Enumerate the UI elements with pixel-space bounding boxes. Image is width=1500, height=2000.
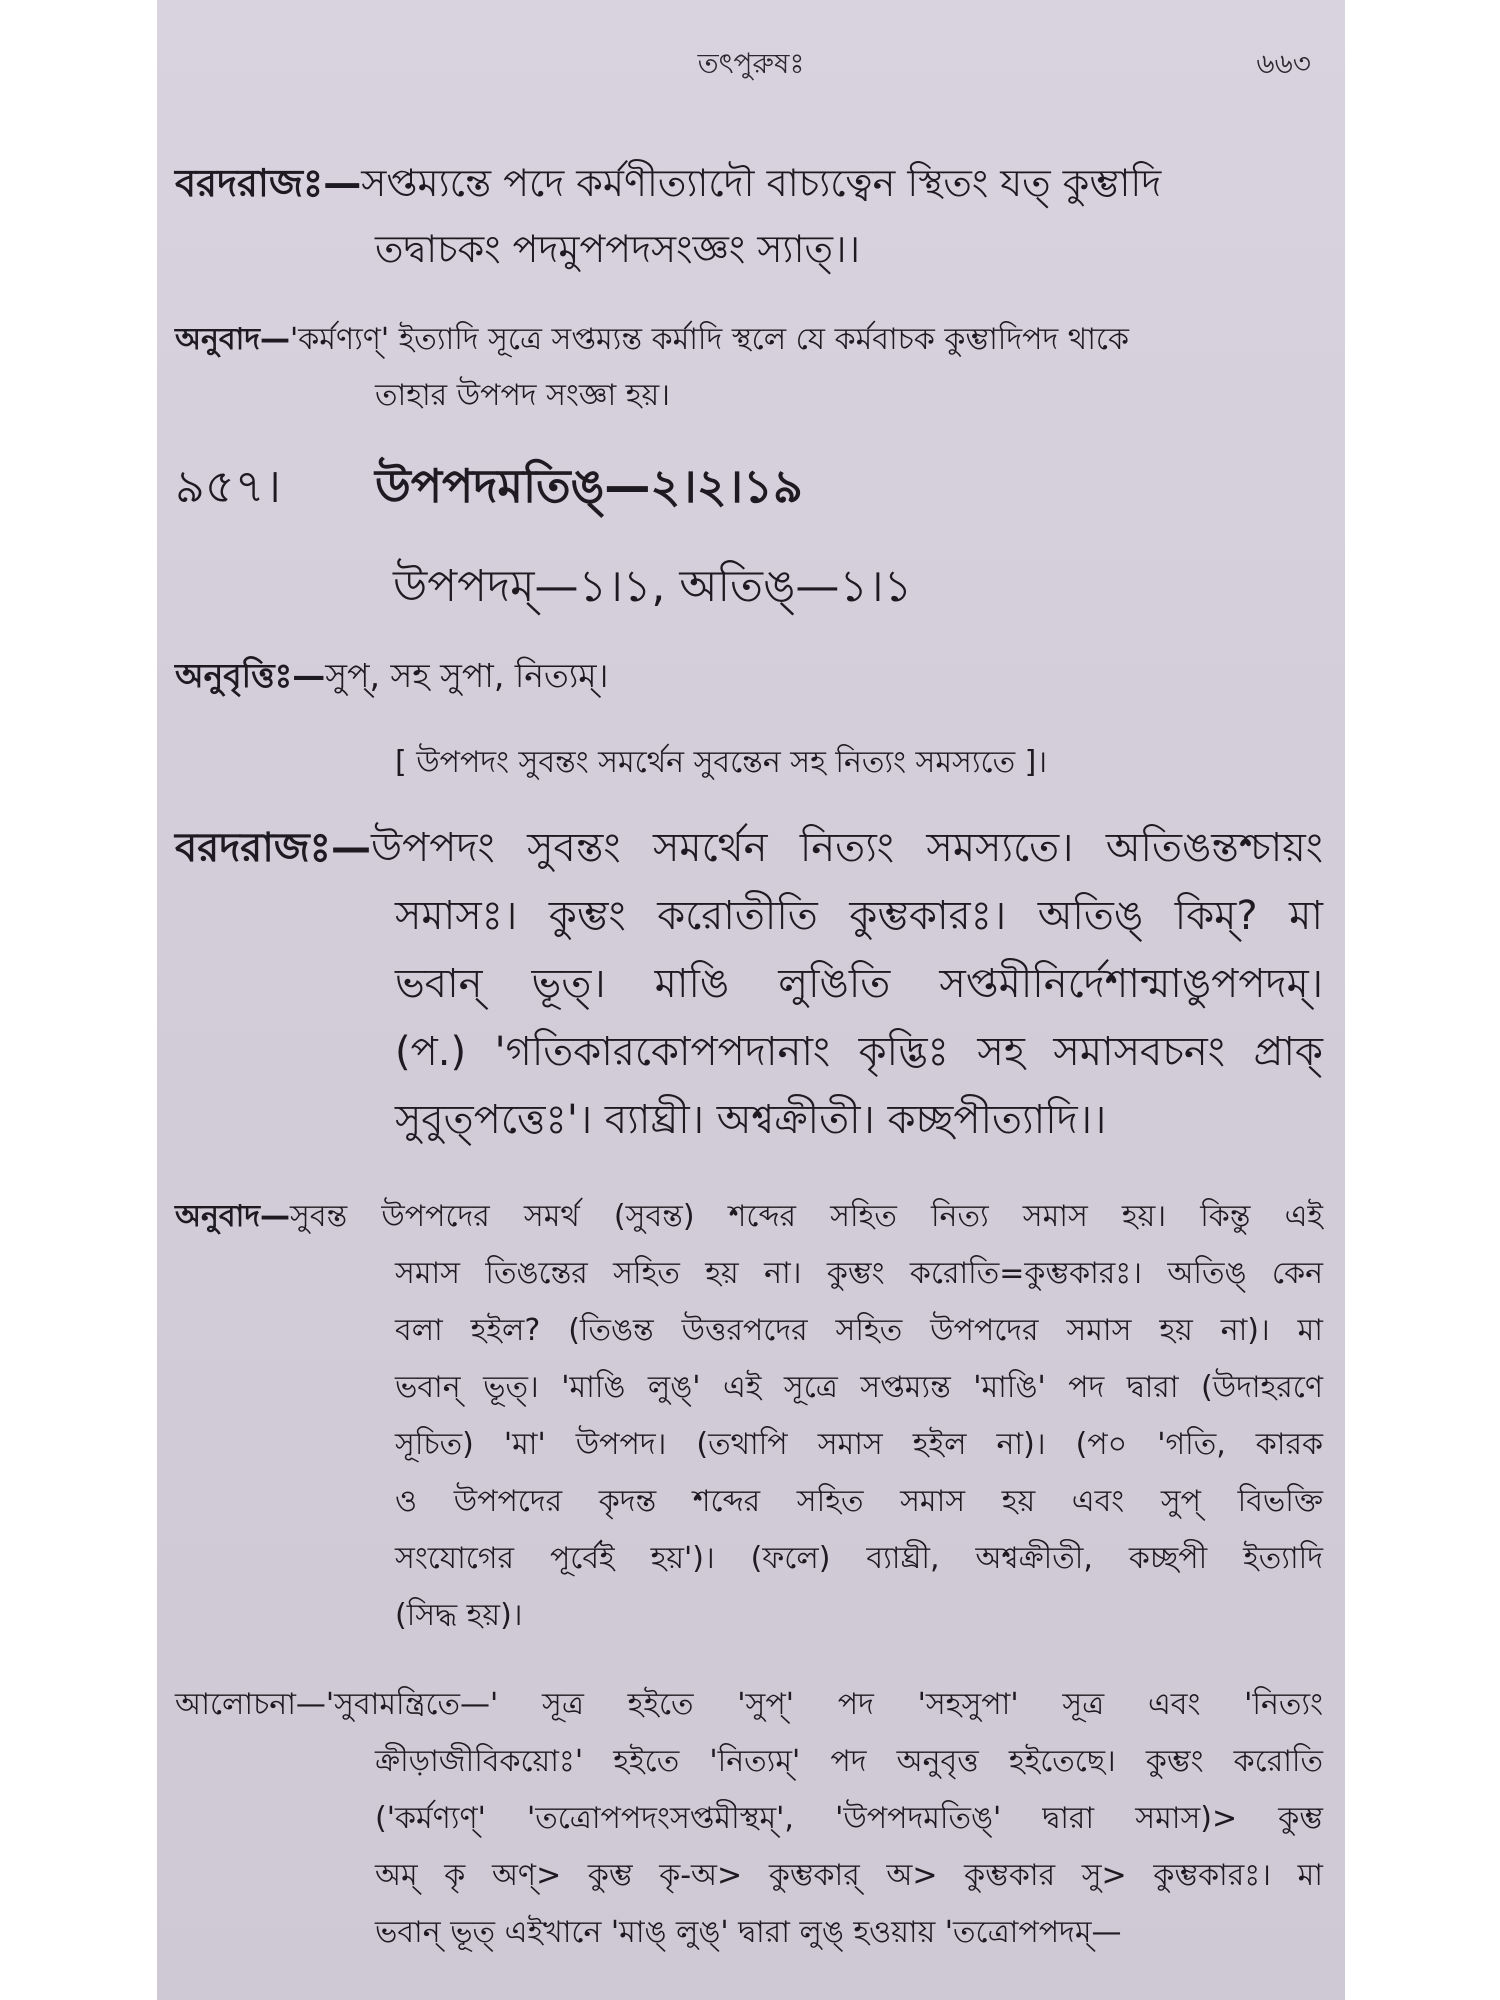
- discussion-line: 'সুবামন্ত্রিতে—' সূত্র হইতে 'সুপ্' পদ 'সহসুপা' সূত্র এবং 'নিত্যং: [325, 1687, 1323, 1722]
- discussion-label: আলোচনা—: [175, 1687, 326, 1722]
- varadaraja-label: বরদরাজঃ—: [175, 825, 371, 871]
- translation-line: ভবান্ ভূত্। 'মাঙি লুঙ্' এই সূত্রে সপ্তম্যন্ত 'মাঙি' পদ দ্বারা (উদাহরণে: [395, 1370, 1323, 1405]
- translation-1: [175, 312, 1323, 424]
- sutra-text: উপপদমতিঙ্—২।২।১৯: [375, 459, 803, 513]
- varadaraja-commentary-2: [175, 814, 1323, 1154]
- sutra-number: ৯৫৭।: [175, 459, 282, 513]
- page-number: ৬৬৩: [1256, 47, 1311, 80]
- translation-2: [175, 1188, 1323, 1644]
- anuvritti-sentence: [ উপপদং সুবন্তং সমর্থেন সুবন্তেন সহ নিত্যং সমস্যতে ]।: [395, 745, 1048, 780]
- varadaraja-line: সুবুত্পত্তেঃ'। ব্যাঘ্রী। অশ্বক্রীতী। কচ্ছপীত্যাদি।।: [395, 1097, 1107, 1143]
- translation-line: ও উপপদের কৃদন্ত শব্দের সহিত সমাস হয় এবং সুপ্ বিভক্তি: [395, 1484, 1323, 1519]
- translation-line: বলা হইল? (তিঙন্ত উত্তরপদের সহিত উপপদের সমাস হয় না)। মা: [395, 1313, 1323, 1348]
- varadaraja-commentary-1: [175, 150, 1323, 282]
- book-page: [157, 0, 1345, 2000]
- varadaraja-line-2: তদ্বাচকং পদমুপপদসংজ্ঞং স্যাত্।।: [375, 227, 861, 271]
- anuvritti-text: সুপ্, সহ সুপা, নিত্যম্।: [325, 656, 609, 695]
- discussion-line: অম্ কৃ অণ্> কুম্ভ কৃ-অ> কুম্ভকার্ অ> কুম্ভকার সু> কুম্ভকারঃ। মা: [375, 1858, 1323, 1893]
- sutra-padas: উপপদম্—১।১, অতিঙ্—১।১: [393, 561, 913, 612]
- page-header: [157, 42, 1345, 82]
- translation-line: সমাস তিঙন্তের সহিত হয় না। কুম্ভং করোতি=কুম্ভকারঃ। অতিঙ্ কেন: [395, 1256, 1323, 1291]
- sutra-heading: [175, 448, 1323, 524]
- varadaraja-line: সমাসঃ। কুম্ভং করোতীতি কুম্ভকারঃ। অতিঙ্ কিম্? মা: [395, 893, 1323, 939]
- varadaraja-line: ভবান্ ভূত্। মাঙি লুঙিতি সপ্তমীনির্দেশান্মাঙুপপদম্।: [395, 961, 1323, 1007]
- discussion-line: ('কর্মণ্যণ্' 'তত্রোপপদংসপ্তমীস্থম্', 'উপপদমতিঙ্' দ্বারা সমাস)> কুম্ভ: [375, 1801, 1323, 1836]
- anuvritti-label: অনুবৃত্তিঃ—: [175, 656, 326, 695]
- anuvritti: [175, 648, 1323, 704]
- translation-line-1: 'কর্মণ্যণ্' ইত্যাদি সূত্রে সপ্তম্যন্ত কর্মাদি স্থলে যে কর্মবাচক কুম্ভাদিপদ থাকে: [290, 322, 1129, 357]
- discussion-line: ক্রীড়াজীবিকয়োঃ' হইতে 'নিত্যম্' পদ অনুবৃত্ত হইতেছে। কুম্ভং করোতি: [375, 1744, 1323, 1779]
- translation-line: সূচিত) 'মা' উপপদ। (তথাপি সমাস হইল না)। (প০ 'গতি, কারক: [395, 1427, 1323, 1462]
- translation-line-2: তাহার উপপদ সংজ্ঞা হয়।: [375, 378, 670, 413]
- varadaraja-line-1: সপ্তম্যন্তে পদে কর্মণীত্যাদৌ বাচ্যত্বেন স্থিতং যত্ কুম্ভাদি: [361, 161, 1162, 205]
- varadaraja-line: উপপদং সুবন্তং সমর্থেন নিত্যং সমস্যতে। অতিঙন্তশ্চায়ং: [371, 825, 1323, 871]
- translation-line: সুবন্ত উপপদের সমর্থ (সুবন্ত) শব্দের সহিত নিত্য সমাস হয়। কিন্তু এই: [290, 1199, 1323, 1234]
- varadaraja-label: বরদরাজঃ—: [175, 161, 362, 205]
- translation-label: অনুবাদ—: [175, 322, 291, 357]
- varadaraja-line: (প.) 'গতিকারকোপপদানাং কৃদ্ভিঃ সহ সমাসবচনং প্রাক্: [395, 1029, 1323, 1075]
- discussion-line: ভবান্ ভূত্ এইখানে 'মাঙ্ লুঙ্' দ্বারা লুঙ্ হওয়ায় 'তত্রোপপদম্—: [375, 1915, 1122, 1950]
- translation-label: অনুবাদ—: [175, 1199, 291, 1234]
- translation-line: সংযোগের পূর্বেই হয়')। (ফলে) ব্যাঘ্রী, অশ্বক্রীতী, কচ্ছপী ইত্যাদি: [395, 1541, 1323, 1576]
- running-title: তৎপুরুষঃ: [697, 47, 805, 80]
- discussion: [175, 1676, 1323, 1961]
- translation-line: (সিদ্ধ হয়)।: [395, 1598, 523, 1633]
